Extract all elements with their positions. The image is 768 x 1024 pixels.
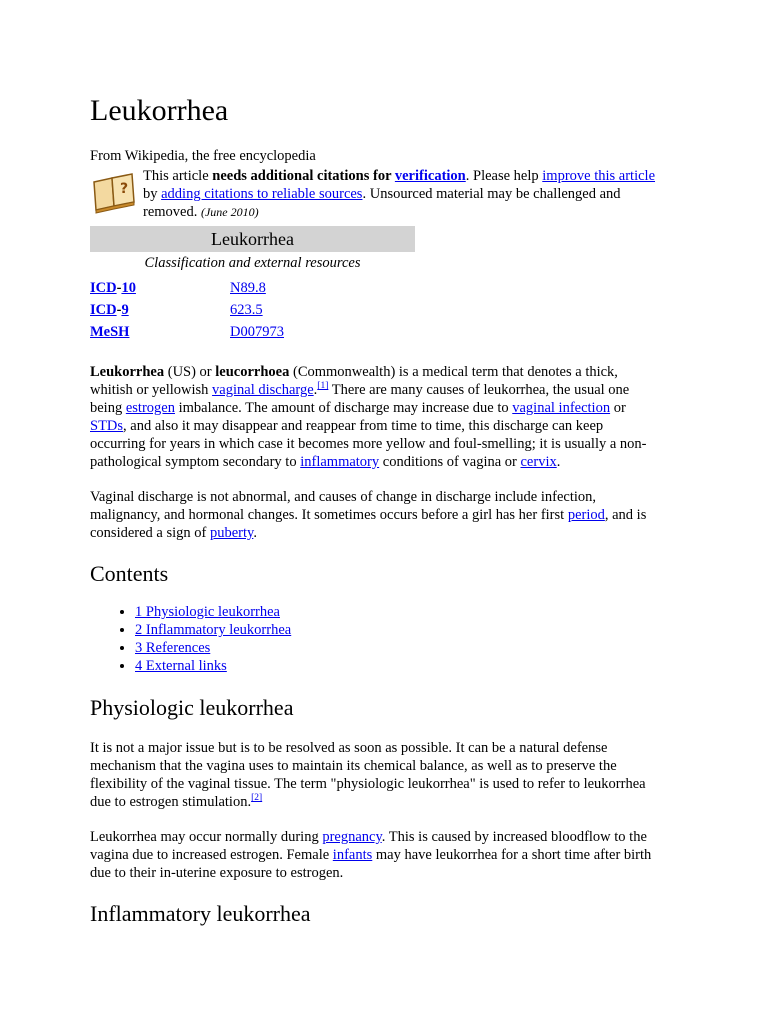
infobox-codes <box>90 277 415 343</box>
icd-link[interactable]: ICD <box>90 302 117 318</box>
period-link[interactable]: period <box>567 507 605 523</box>
list-item <box>135 603 291 621</box>
infobox-title: Leukorrhea <box>90 226 415 252</box>
vaginal-discharge-link[interactable]: vaginal discharge <box>212 382 314 398</box>
inflammatory-link[interactable]: inflammatory <box>300 454 380 470</box>
reference-link[interactable]: [1] <box>317 381 329 391</box>
icd-version-link[interactable]: 9 <box>121 302 129 318</box>
icd-version-link[interactable]: 10 <box>121 280 136 296</box>
page-title: Leukorrhea <box>90 94 229 127</box>
book-question-icon <box>90 166 138 214</box>
puberty-link[interactable]: puberty <box>210 525 254 541</box>
infobox-row: ICD-9 623.5 <box>90 299 415 321</box>
list-item <box>135 639 291 657</box>
svg-text:?: ? <box>120 181 129 197</box>
list-item <box>135 657 291 675</box>
improve-article-link[interactable]: improve this article <box>542 168 656 184</box>
code-link[interactable]: 623.5 <box>230 302 263 318</box>
infobox-row: ICD-10 N89.8 <box>90 277 415 299</box>
cervix-link[interactable]: cervix <box>520 454 557 470</box>
toc-link-references[interactable]: 3 References <box>135 640 211 656</box>
toc-link-physiologic[interactable]: 1 Physiologic leukorrhea <box>135 604 280 620</box>
stds-link[interactable]: STDs <box>90 418 124 434</box>
verification-link[interactable]: verification <box>394 168 466 184</box>
intro-paragraph: Vaginal discharge is not abnormal, and causes of change in discharge include infection, malignancy, and hormonal changes. It sometimes occurs before a girl has her first period, and is considered a sign of puberty. <box>90 489 647 541</box>
reference-link[interactable]: [2] <box>251 793 263 803</box>
tagline: From Wikipedia, the free encyclopedia <box>90 148 316 164</box>
infobox-row <box>90 321 415 343</box>
vaginal-infection-link[interactable]: vaginal infection <box>512 400 611 416</box>
toc-link-inflammatory[interactable]: 2 Inflammatory leukorrhea <box>135 622 292 638</box>
list-item <box>135 621 291 639</box>
ambox-date: (June 2010) <box>200 205 259 219</box>
estrogen-link[interactable]: estrogen <box>125 400 175 416</box>
infants-link[interactable]: infants <box>332 847 373 863</box>
physiologic-paragraph: Leukorrhea may occur normally during pregnancy. This is caused by increased bloodflow to the vagina due to increased estrogen. Female infants may have leukorrhea for a short time after birth due to their in-uterine exposure to estrogen. <box>90 829 652 881</box>
pregnancy-link[interactable]: pregnancy <box>322 829 382 845</box>
intro-paragraph: Leukorrhea (US) or leucorrhoea (Commonwealth) is a medical term that denotes a thick, whitish or yellowish vaginal discharge.[1] There are many causes of leukorrhea, the usual one being estrogen imbalance. The amount of discharge may increase due to vaginal infection or STDs, and also it may disappear and reappear from time to time, this discharge can keep occurring for years in which case it becomes more yellow and foul-smelling; it is usually a non- pathological symptom secondary to inflammatory conditions of vagina or cervix. <box>90 364 647 470</box>
ambox-message: This article needs additional citations for verification. Please help improve this article by adding citations to reliable sources. Unsourced material may be challenged and removed. (June 2010) <box>143 168 656 220</box>
code-link[interactable]: D007973 <box>230 324 284 340</box>
adding-citations-link[interactable]: adding citations to reliable sources <box>161 186 363 202</box>
section-heading-physiologic: Physiologic leukorrhea <box>90 695 294 720</box>
icd-link[interactable]: ICD <box>90 280 117 296</box>
section-heading-inflammatory: Inflammatory leukorrhea <box>90 901 311 926</box>
infobox-subtitle: Classification and external resources <box>144 255 361 271</box>
mesh-link[interactable]: MeSH <box>90 324 130 340</box>
contents-heading: Contents <box>90 561 169 586</box>
physiologic-paragraph: It is not a major issue but is to be resolved as soon as possible. It can be a natural defense mechanism that the vagina uses to maintain its chemical balance, as well as to preserve the flexibility of the vaginal tissue. The term "physiologic leukorrhea" is used to refer to leukorrhea due to estrogen stimulation.[2] <box>90 740 646 810</box>
code-link[interactable]: N89.8 <box>230 280 266 296</box>
toc-link-external[interactable]: 4 External links <box>135 658 227 674</box>
contents-list <box>90 603 291 675</box>
